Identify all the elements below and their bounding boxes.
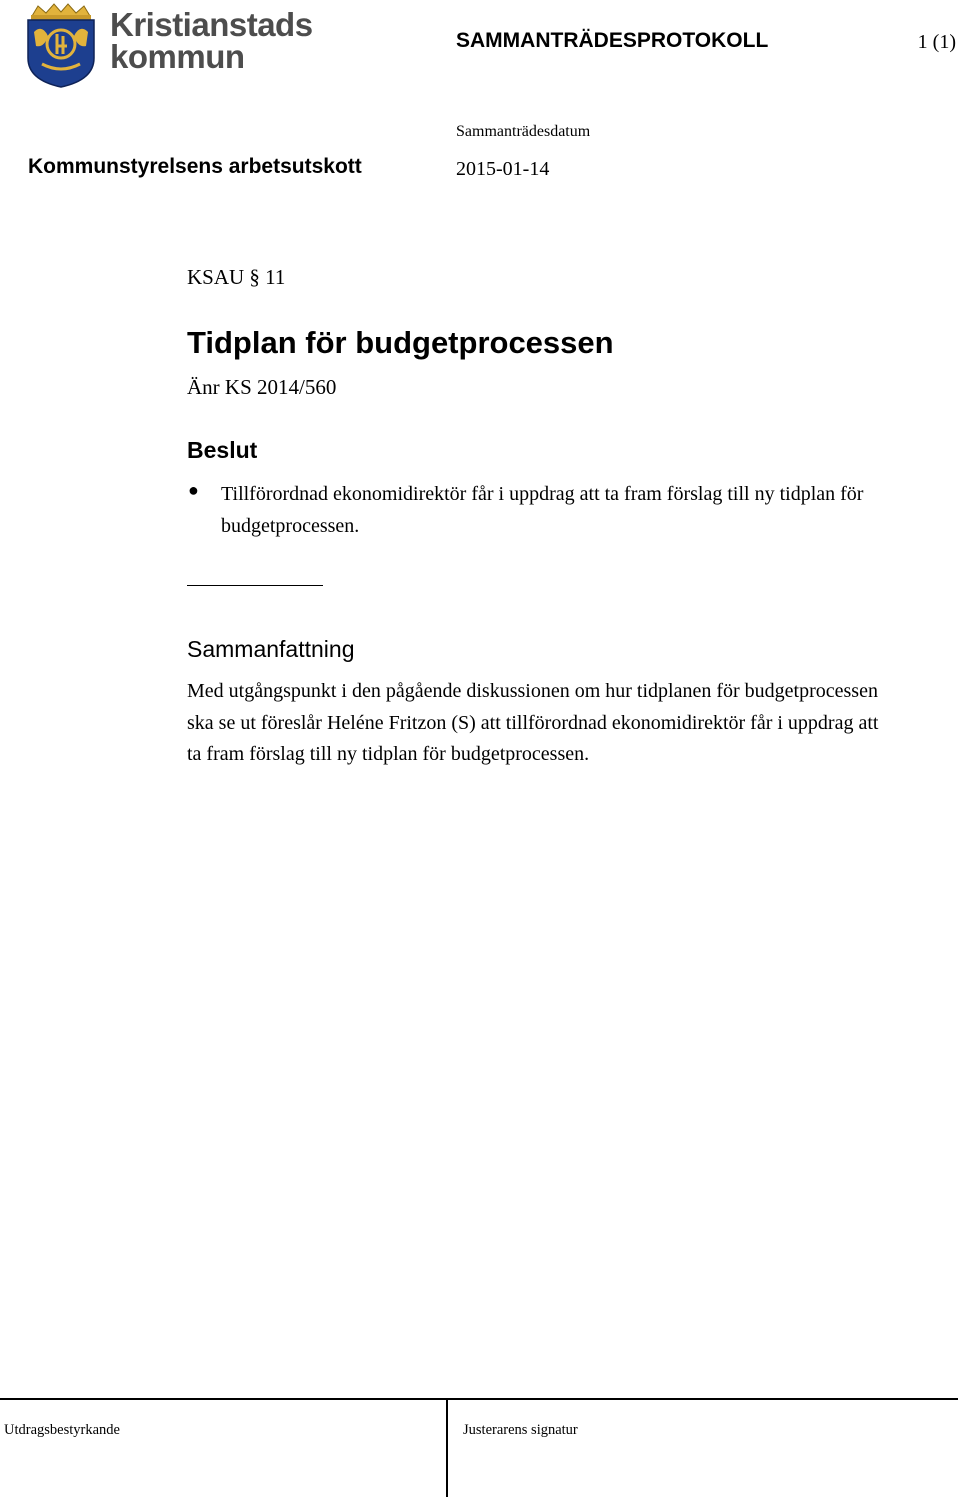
case-number: Änr KS 2014/560 [187,375,337,399]
municipality-logo [22,2,322,90]
item-title: Tidplan för budgetprocessen [187,325,614,360]
paragraph-reference: KSAU § 11 [187,265,286,289]
page-number: 1 (1) [917,31,956,53]
document-type: SAMMANTRÄDESPROTOKOLL [456,29,769,52]
decision-bullet-text: Tillförordnad ekonomidirektör får i uppdrag att ta fram förslag till ny tidplan för budgetprocessen. [221,483,864,537]
summary-text: Med utgångspunkt i den pågående diskussionen om hur tidplanen för budgetprocessen ska se ut föreslår Heléne Fritzon (S) att tillförordnad ekonomidirektör får i uppdrag att ta fram förslag till ny tidplan för budgetprocessen. [187,680,879,765]
section-separator [187,585,323,586]
summary-heading: Sammanfattning [187,636,355,662]
meeting-date-label: Sammanträdesdatum [456,123,591,140]
logo-text-line1: Kristianstads [110,6,313,43]
coat-of-arms-icon [22,2,100,88]
footer-certification-label: Utdragsbestyrkande [4,1422,120,1438]
logo-text-line2: kommun [110,38,245,75]
decision-heading: Beslut [187,437,258,463]
footer-signature-label: Justerarens signatur [463,1422,578,1438]
footer-top-rule [0,1398,958,1400]
bullet-icon: ● [188,480,199,500]
footer-column-divider [446,1398,448,1497]
meeting-date-value: 2015-01-14 [456,158,550,180]
committee-name: Kommunstyrelsens arbetsutskott [28,155,362,178]
